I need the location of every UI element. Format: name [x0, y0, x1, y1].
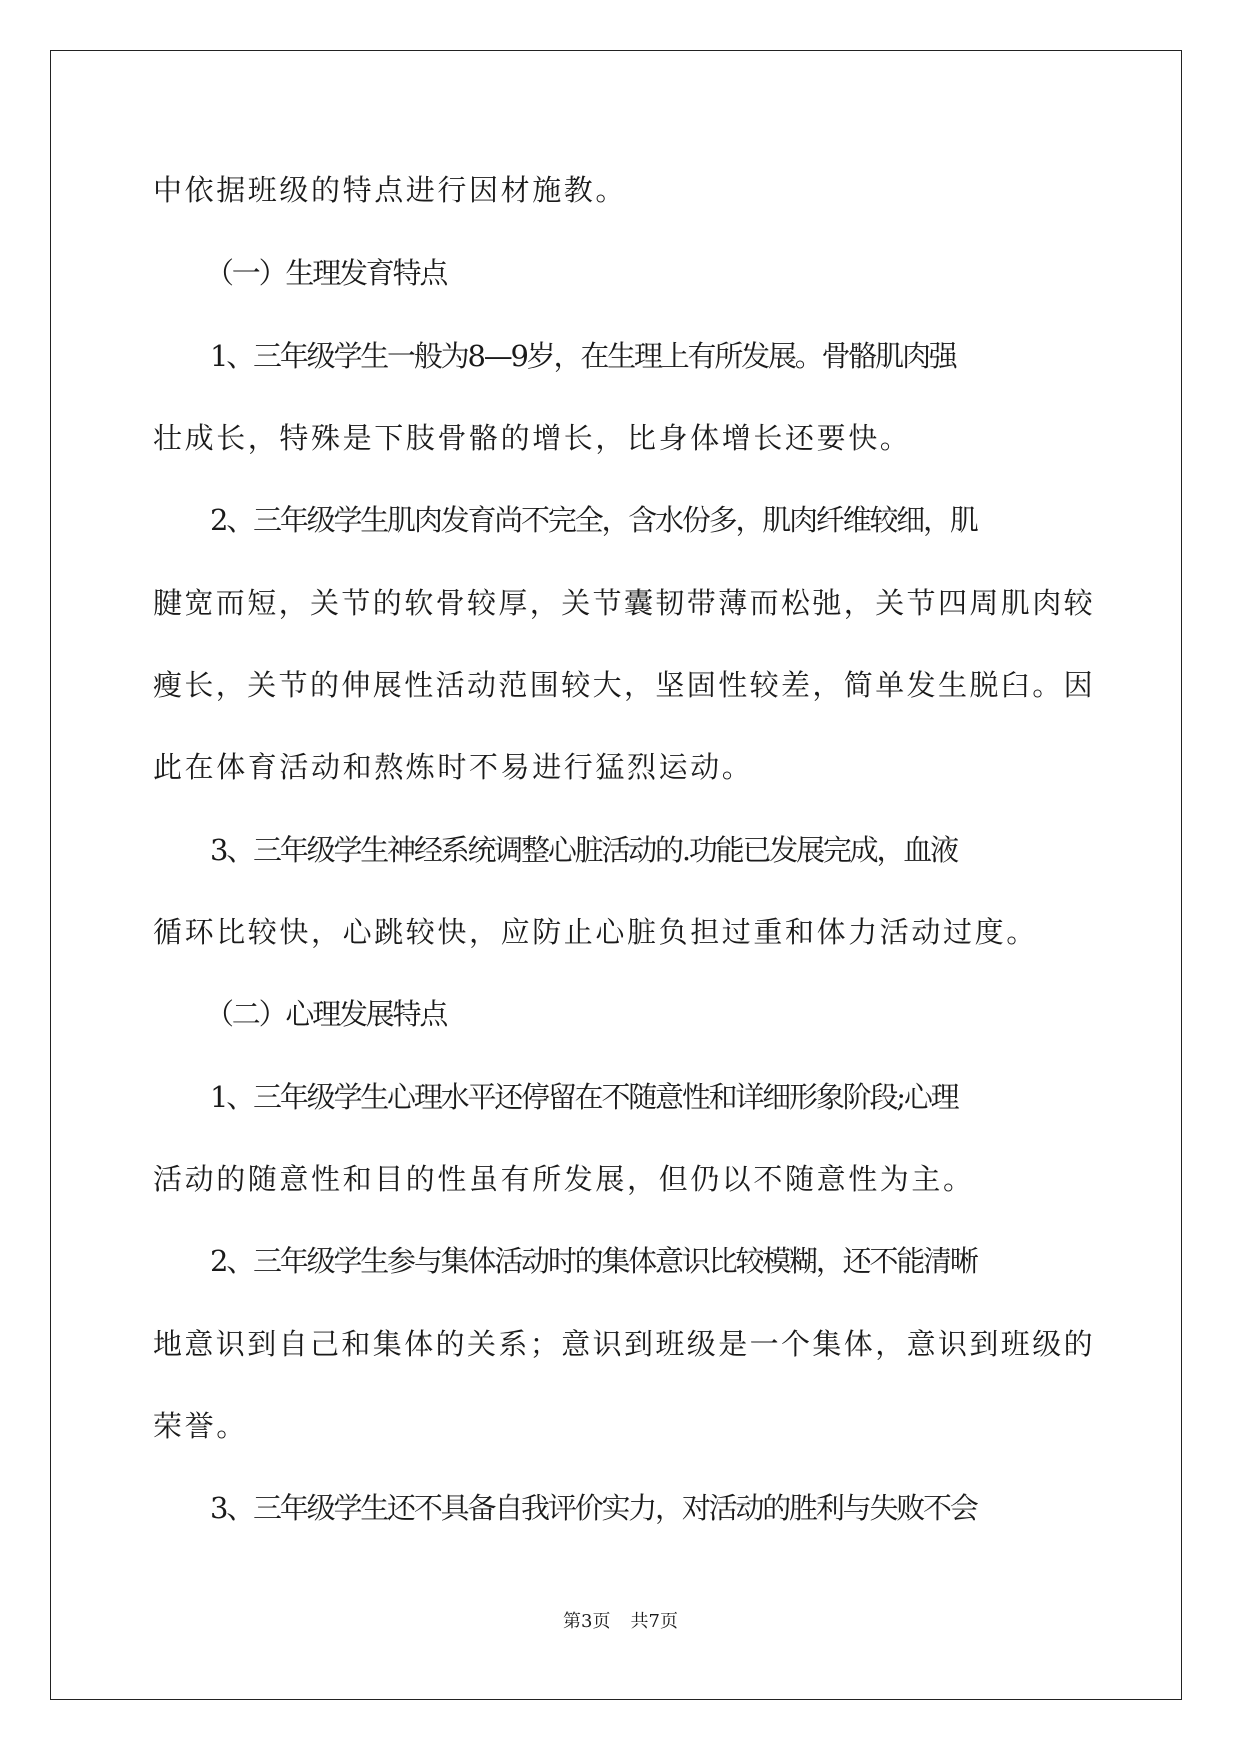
page-number: 第3页	[563, 1611, 611, 1632]
page-total: 共7页	[630, 1611, 678, 1632]
text-line: 壮成长，特殊是下肢骨骼的增长，比身体增长还要快。	[153, 421, 912, 455]
text-line: 3、三年级学生神经系统调整心脏活动的.功能已发展完成，血液	[210, 833, 957, 867]
text-line: 3、三年级学生还不具备自我评价实力，对活动的胜利与失败不会	[210, 1491, 977, 1525]
page-border	[50, 50, 1182, 1700]
text-line: 腱宽而短，关节的软骨较厚，关节囊韧带薄而松弛，关节四周肌肉较	[153, 586, 1096, 620]
text-line: 2、三年级学生参与集体活动时的集体意识比较模糊，还不能清晰	[210, 1244, 977, 1278]
text-line: 1、三年级学生一般为8—9岁，在生理上有所发展。骨骼肌肉强	[210, 339, 956, 373]
text-line: 中依据班级的特点进行因材施教。	[153, 173, 628, 207]
text-line: 地意识到自己和集体的关系；意识到班级是一个集体，意识到班级的	[153, 1327, 1096, 1361]
text-line: 循环比较快，心跳较快，应防止心脏负担过重和体力活动过度。	[153, 915, 1038, 949]
text-line: 瘦长，关节的伸展性活动范围较大，坚固性较差，简单发生脱臼。因	[153, 668, 1096, 702]
section-heading: （一）生理发育特点	[205, 256, 447, 290]
text-line: 1、三年级学生心理水平还停留在不随意性和详细形象阶段;心理	[210, 1080, 958, 1114]
text-line: 2、三年级学生肌肉发育尚不完全，含水份多，肌肉纤维较细，肌	[210, 503, 977, 537]
text-line: 活动的随意性和目的性虽有所发展，但仍以不随意性为主。	[153, 1162, 975, 1196]
section-heading: （二）心理发展特点	[205, 997, 447, 1031]
page-footer	[0, 1610, 1241, 1634]
text-line: 此在体育活动和熬炼时不易进行猛烈运动。	[153, 750, 754, 784]
text-line: 荣誉。	[153, 1409, 248, 1443]
